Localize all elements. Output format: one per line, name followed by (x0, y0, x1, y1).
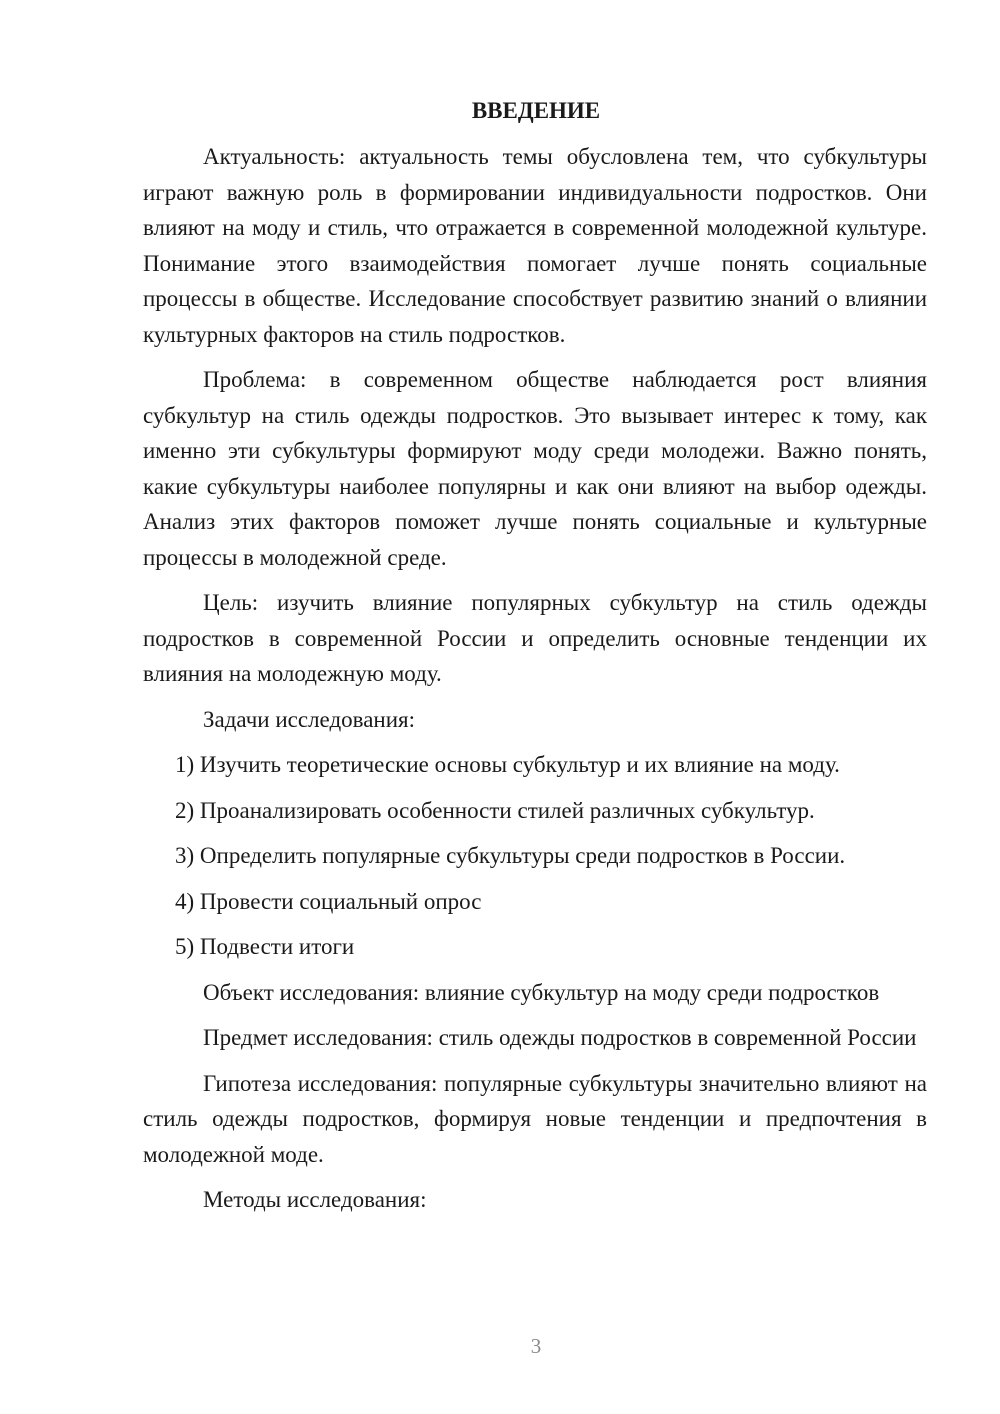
task-item: 4) Провести социальный опрос (175, 888, 482, 914)
paragraph-subject: Предмет исследования: стиль одежды подростков в современной России (203, 1025, 917, 1050)
section-heading: ВВЕДЕНИЕ (471, 98, 601, 123)
paragraph-problem: Проблема: в современном обществе наблюдается рост влияния субкультур на стиль одежды подростков. Это вызывает интерес к тому, как именно эти субкультуры формируют моду среди молодежи. Важно понять, какие субкультуры наиболее популярны и как они влияют на выбор одежды. Анализ этих факторов поможет лучше понять социальные и культурные процессы в молодежной среде. (143, 367, 927, 570)
paragraph-hypothesis: Гипотеза исследования: популярные субкультуры значительно влияют на стиль одежды подростков, формируя новые тенденции и предпочтения в молодежной моде. (143, 1070, 927, 1167)
paragraph-goal: Цель: изучить влияние популярных субкультур на стиль одежды подростков в современной России и определить основные тенденции их влияния на молодежную моду. (143, 590, 927, 686)
task-item: 5) Подвести итоги (175, 934, 355, 959)
page-content (143, 96, 927, 1228)
task-item: 3) Определить популярные субкультуры среди подростков в России. (175, 843, 846, 868)
page-number: 3 (530, 1334, 542, 1358)
tasks-title: Задачи исследования: (203, 706, 416, 732)
paragraph-relevance: Актуальность: актуальность темы обусловлена тем, что субкультуры играют важную роль в формировании индивидуальности подростков. Они влияют на моду и стиль, что отражается в современной молодежной культуре. Понимание этого взаимодействия помогает лучше понять социальные процессы в обществе. Исследование способствует развитию знаний о влиянии культурных факторов на стиль подростков. (143, 144, 927, 347)
paragraph-object: Объект исследования: влияние субкультур на моду среди подростков (203, 979, 880, 1005)
task-list (143, 747, 927, 965)
task-item: 2) Проанализировать особенности стилей различных субкультур. (175, 797, 815, 823)
paragraph-methods: Методы исследования: (203, 1187, 427, 1212)
task-item: 1) Изучить теоретические основы субкультур и их влияние на моду. (175, 752, 840, 777)
